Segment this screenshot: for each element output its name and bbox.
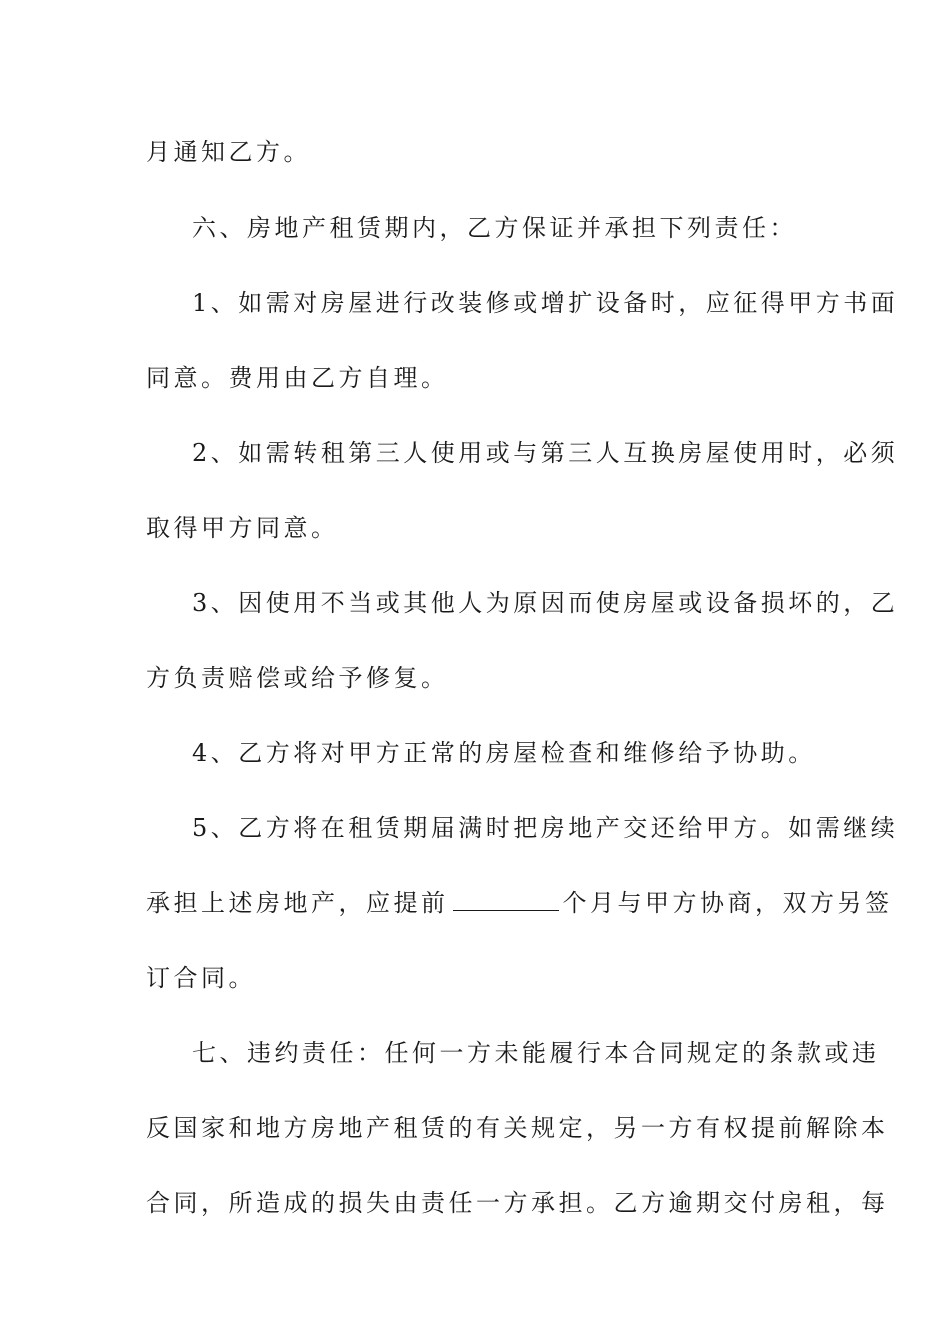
item-2-line-2: 取得甲方同意。 [146,514,339,542]
fill-in-blank [453,888,559,911]
section-seven-line-3: 合同，所造成的损失由责任一方承担。乙方逾期交付房租，每 [146,1189,889,1217]
item-2-line-1: 2、如需转租第三人使用或与第三人互换房屋使用时，必须 [192,439,899,467]
section-six-heading: 六、房地产租赁期内，乙方保证并承担下列责任： [192,214,797,242]
item-1-line-1: 1、如需对房屋进行改装修或增扩设备时，应征得甲方书面 [192,289,899,317]
item-5-line-1: 5、乙方将在租赁期届满时把房地产交还给甲方。如需继续 [192,814,899,842]
item-5-line-2-part-1: 承担上述房地产，应提前 [146,889,449,917]
item-5-line-3: 订合同。 [146,964,256,992]
item-5-line-2 [146,887,893,919]
item-1-line-2: 同意。费用由乙方自理。 [146,364,449,392]
item-3-line-1: 3、因使用不当或其他人为原因而使房屋或设备损坏的，乙 [192,589,899,617]
section-seven-line-2: 反国家和地方房地产租赁的有关规定，另一方有权提前解除本 [146,1114,889,1142]
item-3-line-2: 方负责赔偿或给予修复。 [146,664,449,692]
section-seven-line-1: 七、违约责任：任何一方未能履行本合同规定的条款或违 [192,1039,880,1067]
text-line-1: 月通知乙方。 [146,138,311,166]
item-4-line: 4、乙方将对甲方正常的房屋检查和维修给予协助。 [192,739,816,767]
item-5-line-2-part-2: 个月与甲方协商，双方另签 [562,889,893,917]
